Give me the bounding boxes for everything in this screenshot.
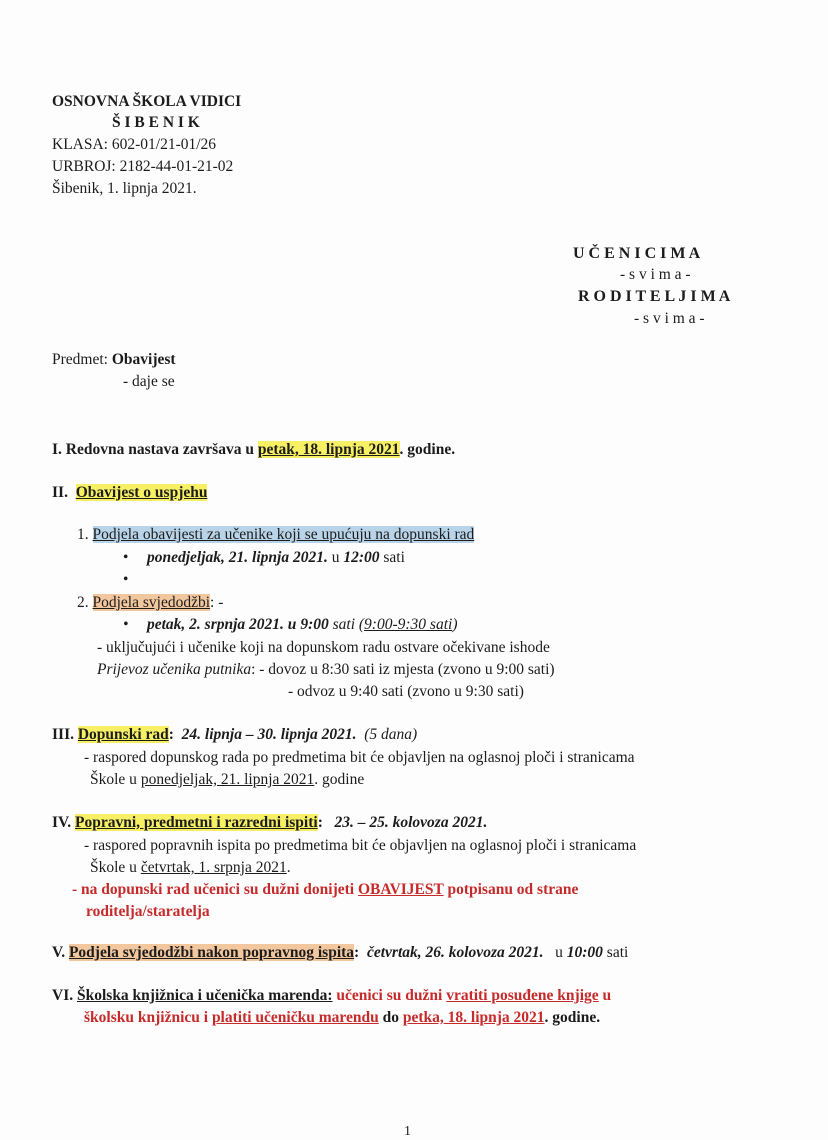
section-2-item-2-note: - uključujući i učenike koji na dopunskom radu ostvare očekivane ishode: [97, 639, 550, 656]
section-4-line-2: Škole u četvrtak, 1. srpnja 2021.: [90, 859, 291, 876]
page-number: 1: [404, 1124, 411, 1139]
section-1-date: petak, 18. lipnja 2021: [257, 441, 400, 458]
urbroj-line: URBROJ: 2182-44-01-21-02: [52, 158, 234, 175]
recipient-students-all: - s v i m a -: [620, 266, 691, 283]
section-5-heading: V. Podjela svjedodžbi nakon popravnog ispita: četvrtak, 26. kolovoza 2021. u 10:00 sati: [52, 944, 629, 961]
subject-sub: - daje se: [123, 373, 175, 390]
subject-title: Obavijest: [111, 351, 176, 368]
section-3-heading: III. Dopunski rad: 24. lipnja – 30. lipnja 2021. (5 dana): [52, 726, 418, 743]
school-city: Š I B E N I K: [112, 114, 200, 131]
recipient-students: U Č E N I C I M A: [573, 245, 701, 262]
section-3-line-1: - raspored dopunskog rada po predmetima bit će objavljen na oglasnoj ploči i stranicama: [84, 749, 635, 766]
section-4-heading: IV. Popravni, predmetni i razredni ispiti: 23. – 25. kolovoza 2021.: [52, 814, 488, 831]
section-2-heading: II. Obavijest o uspjehu: [52, 484, 208, 501]
date-line: Šibenik, 1. lipnja 2021.: [52, 180, 197, 197]
section-6-line-1: VI. Školska knjižnica i učenička marenda: učenici su dužni vratiti posuđene knjige u: [52, 987, 612, 1004]
klasa-line: KLASA: 602-01/21-01/26: [52, 136, 217, 153]
school-name: OSNOVNA ŠKOLA VIDICI: [52, 93, 242, 110]
section-3-title: Dopunski rad: [77, 726, 169, 743]
recipient-parents-all: - s v i m a -: [634, 310, 705, 327]
section-4-red-note-2: roditelja/staratelja: [86, 903, 210, 920]
section-2-title: Obavijest o uspjehu: [75, 484, 208, 501]
section-2-item-2-bullet: • petak, 2. srpnja 2021. u 9:00 sati (9:00-9:30 sati): [147, 616, 457, 634]
section-3-line-2: Škole u ponedjeljak, 21. lipnja 2021. godine: [90, 771, 365, 788]
section-4-line-1: - raspored popravnih ispita po predmetima bit će objavljen na oglasnoj ploči i stranicama: [84, 837, 637, 854]
section-2-item-1: 1. Podjela obavijesti za učenike koji se upućuju na dopunski rad: [77, 526, 475, 543]
section-2-item-2: 2. Podjela svjedodžbi: -: [77, 594, 224, 611]
section-2-item-1-title: Podjela obavijesti za učenike koji se upućuju na dopunski rad: [92, 526, 475, 543]
section-2-item-1-bullet: • ponedjeljak, 21. lipnja 2021. u 12:00 sati: [147, 549, 405, 567]
section-2-item-2-title: Podjela svjedodžbi: [92, 594, 211, 611]
section-6-title: Školska knjižnica i učenička marenda:: [76, 987, 333, 1004]
transport-line-2: - odvoz u 9:40 sati (zvono u 9:30 sati): [288, 683, 524, 700]
transport-line-1: Prijevoz učenika putnika: - dovoz u 8:30 sati iz mjesta (zvono u 9:00 sati): [97, 661, 555, 678]
obavijest-word: OBAVIJEST: [357, 881, 444, 898]
section-4-title: Popravni, predmetni i razredni ispiti: [74, 814, 318, 831]
section-4-red-note: - na dopunski rad učenici su dužni donijeti OBAVIJEST potpisanu od strane: [72, 881, 579, 898]
section-6-line-2: školsku knjižnicu i platiti učeničku marendu do petka, 18. lipnja 2021. godine.: [84, 1009, 601, 1026]
section-5-title: Podjela svjedodžbi nakon popravnog ispita: [68, 944, 355, 961]
subject-line: [52, 351, 176, 369]
subject-label: Predmet:: [52, 351, 108, 368]
recipient-parents: R O D I T E L J I M A: [578, 288, 731, 305]
section-1: I. Redovna nastava završava u petak, 18. lipnja 2021. godine.: [52, 441, 456, 458]
